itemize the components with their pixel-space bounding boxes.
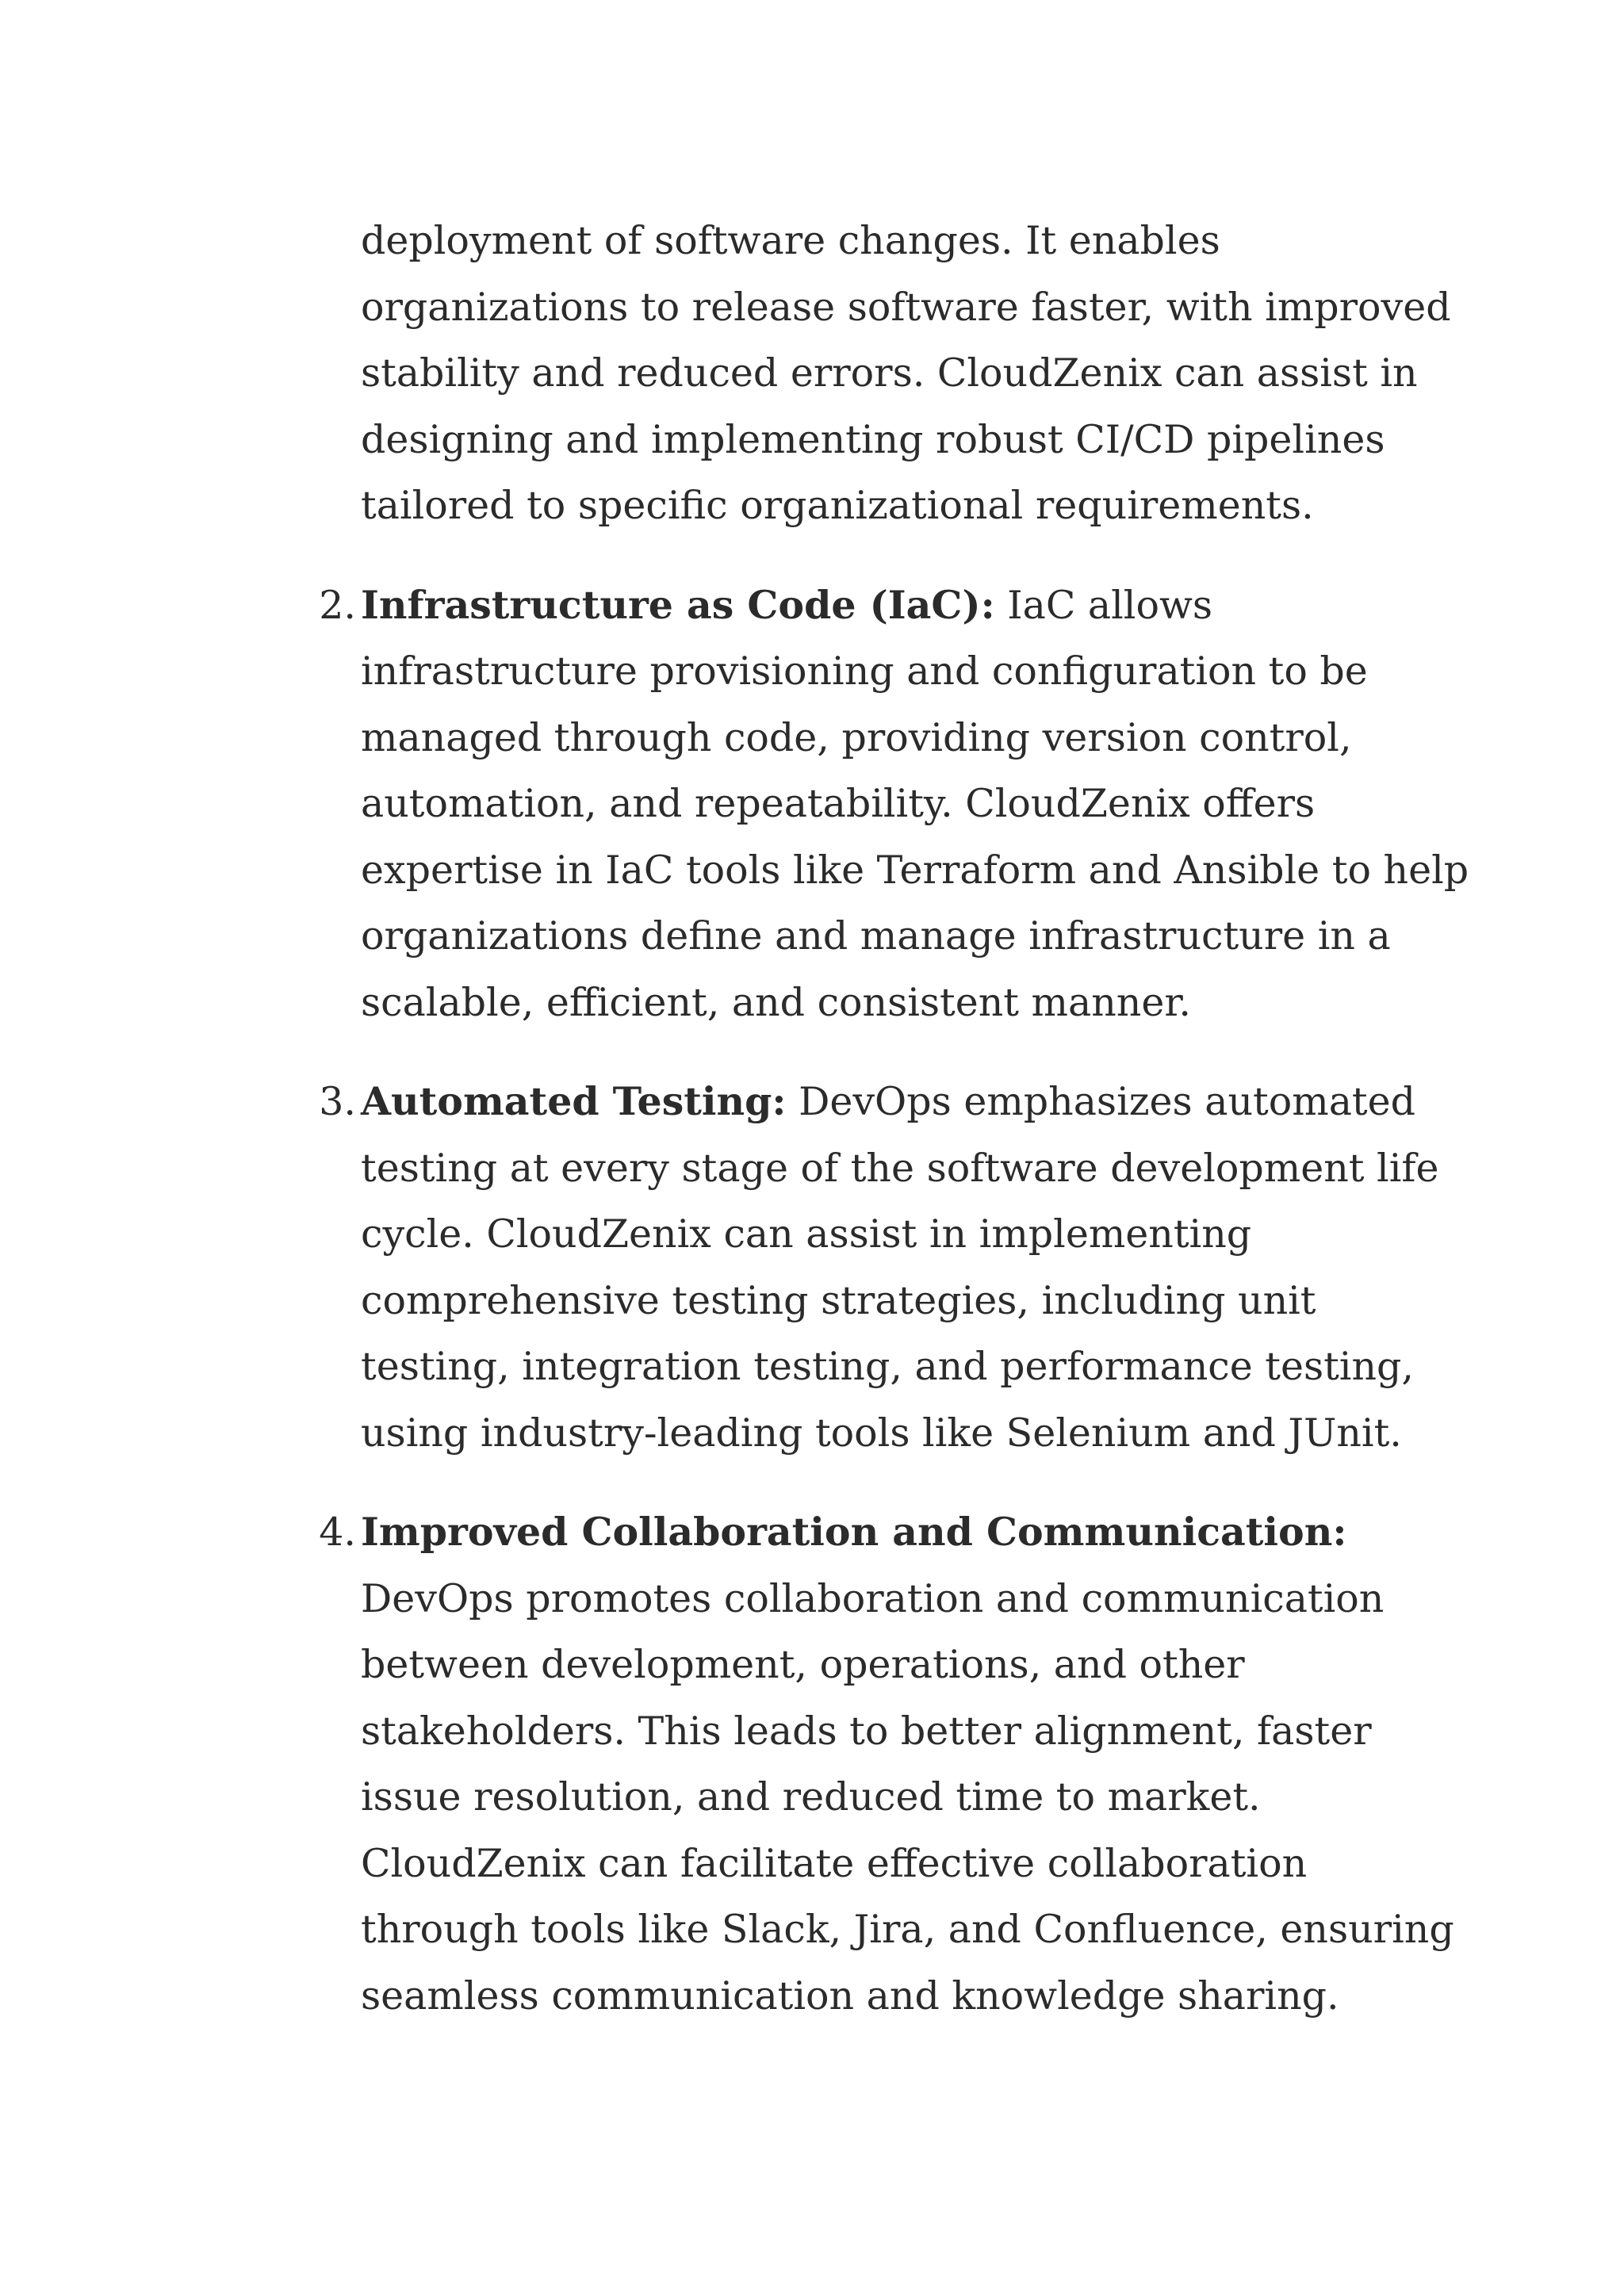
list-item-number: 4. xyxy=(319,1510,356,1555)
list-item-heading: Improved Collaboration and Communication: xyxy=(361,1509,1347,1555)
list-item-number: 3. xyxy=(319,1079,356,1124)
list-item-body: DevOps emphasizes automated testing at every stage of the software development life cycle. CloudZenix can assist in implementing comprehensive testing strategies, including unit testing, integration testing, and performance testing, using industry-leading tools like Selenium and JUnit. xyxy=(361,1079,1439,1456)
list-item-iac xyxy=(319,572,1471,1036)
list-item-number: 2. xyxy=(319,582,356,628)
continuation-paragraph: deployment of software changes. It enables organizations to release software faster, with improved stability and reduced errors. CloudZenix can assist in designing and implementing robust CI/CD pipelines tailored to specific organizational requirements. xyxy=(361,218,1451,528)
list-item-heading: Automated Testing: xyxy=(361,1078,787,1124)
list-item-body: IaC allows infrastructure provisioning and configuration to be managed through code, providing version control, automation, and repeatability. CloudZenix offers expertise in IaC tools like Terraform and Ansible to help organizations define and manage infrastructure in a scalable, efficient, and consistent manner. xyxy=(361,582,1469,1025)
list-item-heading: Infrastructure as Code (IaC): xyxy=(361,581,995,628)
list-item-automated-testing xyxy=(319,1069,1471,1466)
document-body xyxy=(319,208,1471,2029)
list-item-collaboration xyxy=(319,1499,1471,2029)
list-item-body: DevOps promotes collaboration and communication between development, operations, and other stakeholders. This leads to better alignment, faster issue resolution, and reduced time to market. CloudZenix can facilitate effective collaboration through tools like Slack, Jira, and Confluence, ensuring seamless communication and knowledge sharing. xyxy=(361,1575,1454,2019)
